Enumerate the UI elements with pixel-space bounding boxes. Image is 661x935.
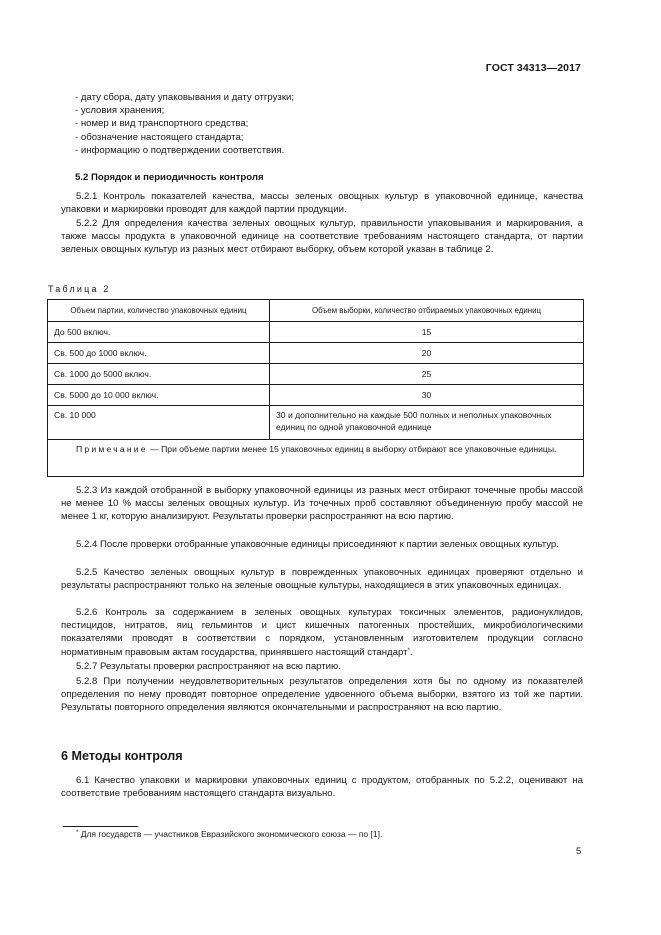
paragraph-6-1: 6.1 Качество упаковки и маркировки упаковочных единиц с продуктом, отобранных по 5.2.2, оценивают на соответствие требованиям настоящего стандарта визуально. [61, 775, 583, 800]
column-header-lot: Объем партии, количество упаковочных единиц [48, 300, 270, 322]
lot-cell: Св. 10 000 [48, 406, 270, 440]
footnote-text: Для государств — участников Евразийского экономического союза — по [1]. [80, 829, 383, 839]
footnote-reference: * [407, 647, 410, 654]
paragraph-5-2-1: 5.2.1 Контроль показателей качества, массы зеленых овощных культур в упаковочной единице, качества упаковки и маркировки проводят для каждой партии продукции. [61, 191, 583, 216]
table-row [48, 406, 584, 440]
paragraph-5-2-6-end: . [409, 646, 413, 658]
sample-cell: 25 [270, 364, 584, 385]
paragraph-5-2-7: 5.2.7 Результаты проверки распространяют на всю партию. [76, 661, 341, 672]
bullet-list [75, 91, 294, 157]
table-note [48, 440, 584, 477]
section-6-title: 6 Методы контроля [61, 749, 183, 763]
paragraph-5-2-6-text: 5.2.6 Контроль за содержанием в зеленых овощных культурах токсичных элементов, радионуклидов, пестицидов, нитратов, яиц гельминтов и цист кишечных патогенных простейших, микробиологическими показателями проводят в соответствии с порядком, установленным изготовителем продукции согласно нормативным правовым актам государства, принявшего настоящий стандарт [61, 607, 583, 658]
list-item: - условия хранения; [75, 105, 165, 117]
table-row [48, 322, 584, 343]
lot-cell: До 500 включ. [48, 322, 270, 343]
sample-cell: 20 [270, 343, 584, 364]
section-5-2-title: 5.2 Порядок и периодичность контроля [75, 172, 264, 183]
sample-cell: 30 [270, 385, 584, 406]
lot-cell: Св. 5000 до 10 000 включ. [48, 385, 270, 406]
table-row [48, 364, 584, 385]
table-row [48, 385, 584, 406]
page-number: 5 [576, 846, 582, 857]
footnote-divider [63, 826, 138, 827]
paragraph-5-2-4: 5.2.4 После проверки отобранные упаковочные единицы присоединяют к партии зеленых овощных культур. [76, 539, 559, 550]
sample-cell: 30 и дополнительно на каждые 500 полных и неполных упаковочных единиц по одной упаковочной единице [270, 406, 584, 440]
table-row [48, 343, 584, 364]
paragraph-5-2-5: 5.2.5 Качество зеленых овощных культур в поврежденных упаковочных единицах проверяют отдельно и результаты распространяют только на зеленые овощные культуры, находящиеся в этих упаковочных единицах. [61, 567, 583, 592]
lot-cell: Св. 500 до 1000 включ. [48, 343, 270, 364]
sample-size-table [47, 299, 584, 477]
footnote [76, 829, 382, 840]
list-item: - информацию о подтверждении соответствия. [75, 144, 285, 156]
lot-cell: Св. 1000 до 5000 включ. [48, 364, 270, 385]
list-item: - дату сбора, дату упаковывания и дату отгрузки; [75, 92, 295, 103]
paragraph-5-2-6 [61, 606, 583, 659]
paragraph-5-2-3: 5.2.3 Из каждой отобранной в выборку упаковочной единицы из разных мест отбирают точечные пробы массой не менее 10 % массы зеленых овощных культур. Из точечных проб составляют объединенную пробу массой не менее 1 кг, которую анализируют. Результаты проверки распространяют на всю партию. [61, 485, 583, 523]
standard-header: ГОСТ 34313—2017 [485, 62, 581, 74]
table-note-row [48, 440, 584, 477]
sample-cell: 15 [270, 322, 584, 343]
table-header-row [48, 300, 584, 322]
table-caption: Таблица 2 [48, 284, 111, 294]
paragraph-5-2-2: 5.2.2 Для определения качества зеленых овощных культур, правильности упаковывания и маркирования, а также массы продукта в упаковочной единице на соответствие требованиям настоящего стандарта, от партии зеленых овощных культур из разных мест отбирают выборку, объем которой указан в таблице 2. [61, 218, 583, 256]
footnote-mark: * [76, 830, 79, 836]
note-text: — При объеме партии менее 15 упаковочных единиц в выборку отбирают все упаковочные единицы. [150, 444, 557, 454]
note-label: Примечание [76, 444, 148, 454]
column-header-sample: Объем выборки, количество отбираемых упаковочных единиц [270, 300, 584, 322]
paragraph-5-2-8: 5.2.8 При получении неудовлетворительных результатов определения хотя бы по одному из показателей определения по нему проводят повторное определение удвоенного объема выборки, взятого из той же партии. Результаты повторного определения являются окончательными и распространяют на всю партию. [61, 676, 583, 714]
list-item: - обозначение настоящего стандарта; [75, 131, 244, 143]
list-item: - номер и вид транспортного средства; [75, 118, 249, 130]
